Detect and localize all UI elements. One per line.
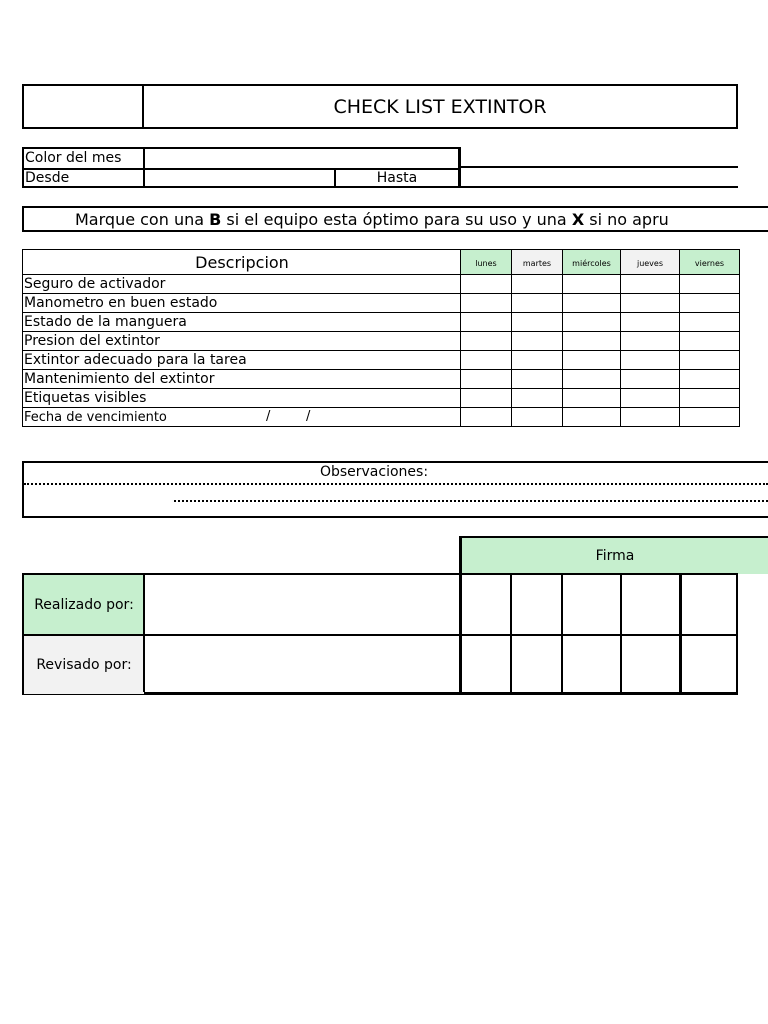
sign-table [22,573,738,695]
check-cell[interactable] [512,389,563,408]
item-label: Presion del extintor [23,332,461,351]
revisado-label: Revisado por: [36,656,132,673]
check-cell[interactable] [512,332,563,351]
check-cell[interactable] [461,332,512,351]
divider [143,149,145,168]
check-cell[interactable] [461,389,512,408]
check-cell[interactable] [563,389,621,408]
divider [143,169,145,188]
check-cell[interactable] [563,275,621,294]
divider [461,186,738,188]
check-cell[interactable] [563,408,621,427]
period-box [22,147,461,188]
hasta-label: Hasta [376,170,418,186]
color-row [24,149,458,170]
check-cell[interactable] [512,275,563,294]
check-cell[interactable] [512,294,563,313]
check-cell[interactable] [563,351,621,370]
table-row [23,389,740,408]
table-row [23,332,740,351]
item-label-expiry [23,408,461,427]
day-header-viernes: viernes [680,250,740,275]
day-header-lunes: lunes [461,250,512,275]
item-label: Etiquetas visibles [23,389,461,408]
logo-cell [24,86,144,127]
item-label: Manometro en buen estado [23,294,461,313]
check-cell[interactable] [512,370,563,389]
table-row [23,313,740,332]
observations-line[interactable] [174,498,768,502]
realizado-label: Realizado por: [34,596,134,613]
check-cell[interactable] [461,351,512,370]
check-cell[interactable] [563,370,621,389]
divider [620,575,622,692]
check-cell[interactable] [621,389,680,408]
check-cell[interactable] [680,275,740,294]
check-cell[interactable] [680,294,740,313]
firma-label: Firma [595,548,635,564]
item-label: Fecha de vencimiento [24,409,167,425]
day-header-miercoles: miércoles [563,250,621,275]
check-cell[interactable] [461,408,512,427]
description-header: Descripcion [23,250,461,275]
table-row [23,408,740,427]
observations-box [22,461,768,518]
date-row [24,169,458,188]
firma-header [459,536,768,574]
check-cell[interactable] [461,294,512,313]
realizado-label-cell [24,575,144,634]
realizado-name-field[interactable] [145,575,459,634]
check-cell[interactable] [621,351,680,370]
check-cell[interactable] [461,275,512,294]
divider [679,575,682,692]
check-cell[interactable] [512,408,563,427]
table-header-row [23,250,740,275]
table-row [23,370,740,389]
x-mark: X [571,210,585,229]
checklist-table [22,249,740,427]
table-row [23,351,740,370]
table-row [23,275,740,294]
check-cell[interactable] [621,313,680,332]
check-cell[interactable] [621,294,680,313]
check-cell[interactable] [621,332,680,351]
item-label: Extintor adecuado para la tarea [23,351,461,370]
divider [510,575,512,692]
check-cell[interactable] [621,275,680,294]
check-cell[interactable] [621,370,680,389]
color-label: Color del mes [25,150,122,166]
check-cell[interactable] [461,313,512,332]
check-cell[interactable] [563,313,621,332]
item-label: Seguro de activador [23,275,461,294]
check-cell[interactable] [680,351,740,370]
date-separator: / [306,409,311,424]
page-title: CHECK LIST EXTINTOR [333,95,547,118]
table-row [23,294,740,313]
check-cell[interactable] [512,351,563,370]
check-cell[interactable] [621,408,680,427]
check-cell[interactable] [680,389,740,408]
check-cell[interactable] [512,313,563,332]
check-cell[interactable] [680,370,740,389]
divider [561,575,563,692]
check-cell[interactable] [563,332,621,351]
date-separator: / [266,409,271,424]
check-cell[interactable] [563,294,621,313]
divider [459,575,462,692]
revisado-label-cell [24,635,144,694]
check-cell[interactable] [680,313,740,332]
instructions-box [22,206,768,232]
header-box [22,84,738,129]
observations-label: Observaciones: [319,464,429,480]
day-header-jueves: jueves [621,250,680,275]
item-label: Mantenimiento del extintor [23,370,461,389]
check-cell[interactable] [680,408,740,427]
check-cell[interactable] [461,370,512,389]
b-mark: B [209,210,222,229]
revisado-name-field[interactable] [145,636,459,694]
check-cell[interactable] [680,332,740,351]
desde-label: Desde [25,170,70,186]
day-header-martes: martes [512,250,563,275]
instructions-text: Marque con una B si el equipo esta óptimo para su uso y una X si no apru [75,210,669,229]
divider [461,166,738,168]
observations-line[interactable] [24,481,768,485]
item-label: Estado de la manguera [23,313,461,332]
